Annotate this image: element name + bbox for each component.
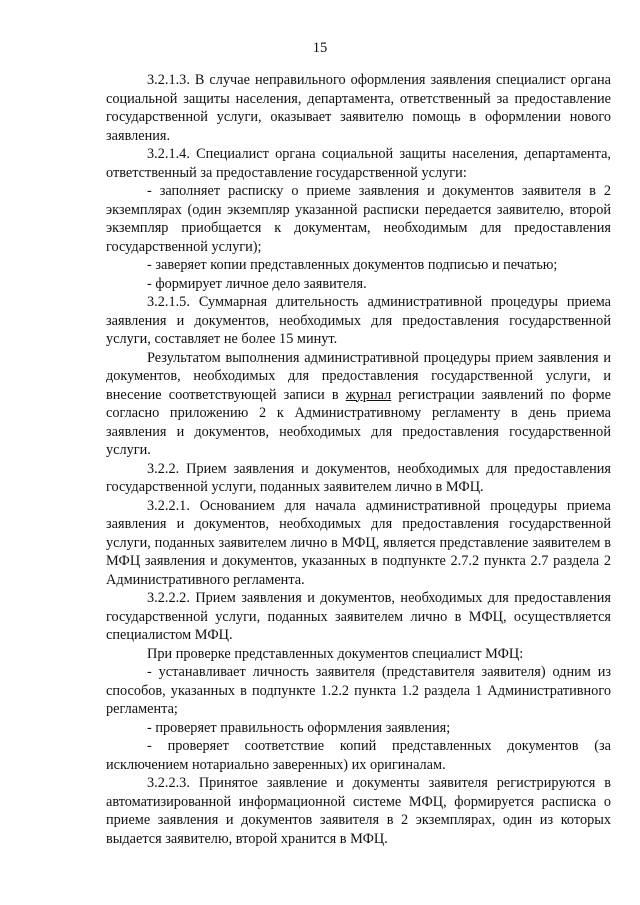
list-item-check-copies: - проверяет соответствие копий представленных документов (за исключением нотариально заверенных) их оригиналам.: [106, 738, 611, 773]
page-number: 15: [312, 40, 328, 56]
paragraph-3-2-2-2: 3.2.2.2. Прием заявления и документов, необходимых для предоставления государственной услуги, поданных заявителем лично в МФЦ, осуществляется специалистом МФЦ.: [106, 590, 611, 643]
paragraph-check-documents: При проверке представленных документов специалист МФЦ:: [147, 645, 524, 662]
list-item-check-application: - проверяет правильность оформления заявления;: [147, 719, 451, 736]
list-item-certify-copies: - заверяет копии представленных документов подписью и печатью;: [147, 257, 558, 273]
paragraph-3-2-2-1: 3.2.2.1. Основанием для начала административной процедуры приема заявления и документов, необходимых для предоставления государственной услуги, поданных заявителем лично в МФЦ, является представление заявителем в МФЦ заявления и документов, указанных в подпункте 2.7.2 пункта 2.7 раздела 2 Административного регламента.: [106, 497, 611, 588]
list-item-identify-applicant: - устанавливает личность заявителя (представителя заявителя) одним из способов, указанных в подпункте 1.2.2 пункта 1.2 раздела 1 Административного регламента;: [106, 664, 611, 717]
paragraph-3-2-1-3: 3.2.1.3. В случае неправильного оформления заявления специалист органа социальной защиты населения, департамента, ответственный за предоставление государственной услуги, оказывает заявителю помощь в оформлении нового заявления.: [106, 72, 611, 144]
paragraph-3-2-1-5: 3.2.1.5. Суммарная длительность административной процедуры приема заявления и документов, необходимых для предоставления государственной услуги, составляет не более 15 минут.: [106, 294, 611, 347]
paragraph-3-2-1-4: 3.2.1.4. Специалист органа социальной защиты населения, департамента, ответственный за предоставление государственной услуги:: [106, 146, 611, 181]
result-text-after: регистрации заявлений по форме согласно приложению 2 к Административному регламенту в день приема заявления и документов, необходимых для предоставления государственной услуги.: [106, 386, 611, 458]
result-text-before: Результатом выполнения административной процедуры прием заявления и документов, необходимых для предоставления государственной услуги, и внесение соответствующей записи в: [106, 349, 611, 403]
paragraph-result: [106, 349, 611, 460]
list-item-personal-file: - формирует личное дело заявителя.: [147, 275, 367, 292]
list-item-fill-receipt: - заполняет расписку о приеме заявления и документов заявителя в 2 экземплярах (один экземпляр указанной расписки передается заявителю, второй экземпляр приобщается к документам, необходимым для предоставления государственной услуги);: [106, 183, 611, 255]
document-body: [106, 71, 611, 848]
paragraph-3-2-2: 3.2.2. Прием заявления и документов, необходимых для предоставления государственной услуги, поданных заявителем лично в МФЦ.: [106, 460, 611, 495]
journal-link: журнал: [345, 386, 392, 403]
paragraph-3-2-2-3: 3.2.2.3. Принятое заявление и документы заявителя регистрируются в автоматизированной информационной системе МФЦ, формируется расписка о приеме заявления и документов заявителя в 2 экземплярах, один из которых выдается заявителю, второй хранится в МФЦ.: [106, 775, 611, 847]
